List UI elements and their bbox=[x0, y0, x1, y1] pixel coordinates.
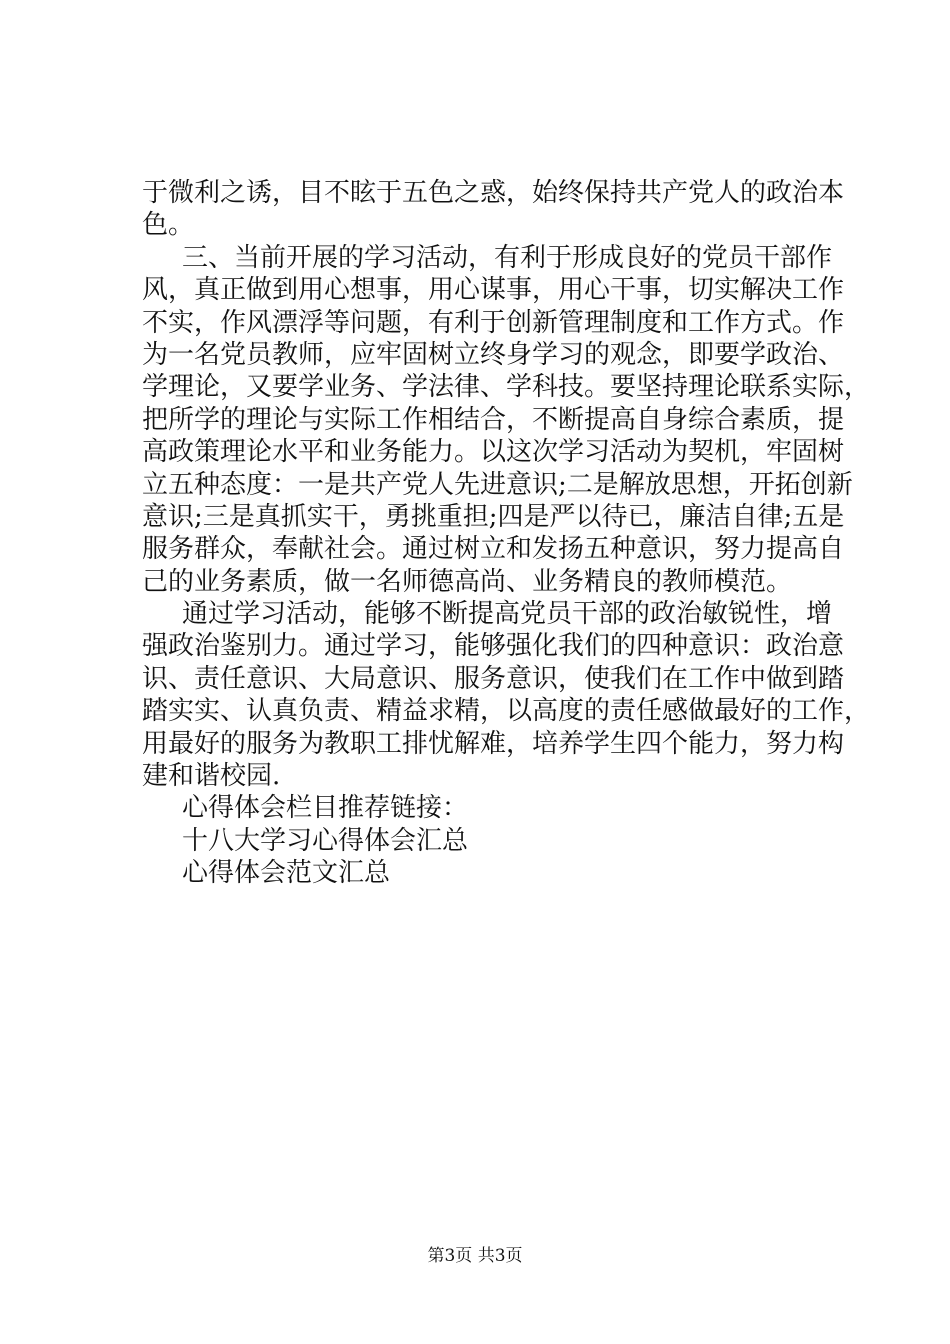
page-number-footer: 第3页 共3页 bbox=[427, 1246, 523, 1266]
recommended-link-18th-congress[interactable]: 十八大学习心得体会汇总 bbox=[182, 825, 469, 856]
text-line: 不实，作风漂浮等问题，有利于创新管理制度和工作方式。作 bbox=[142, 307, 845, 338]
text-line: 学理论，又要学业务、学法律、学科技。要坚持理论联系实际， bbox=[142, 372, 871, 403]
text-line: 服务群众，奉献社会。通过树立和发扬五种意识，努力提高自 bbox=[142, 534, 845, 565]
recommended-links-heading: 心得体会栏目推荐链接： bbox=[182, 793, 469, 824]
text-line: 风，真正做到用心想事，用心谋事，用心干事，切实解决工作 bbox=[142, 275, 845, 306]
text-line: 把所学的理论与实际工作相结合，不断提高自身综合素质，提 bbox=[142, 404, 845, 435]
text-line: 踏实实、认真负责、精益求精，以高度的责任感做最好的工作， bbox=[142, 696, 871, 727]
text-line: 于微利之诱，目不眩于五色之惑，始终保持共产党人的政治本 bbox=[142, 178, 845, 208]
paragraph-start-line: 通过学习活动，能够不断提高党员干部的政治敏锐性，增 bbox=[182, 599, 833, 630]
paragraph-start-line: 三、当前开展的学习活动，有利于形成良好的党员干部作 bbox=[182, 242, 833, 273]
text-line: 意识;三是真抓实干，勇挑重担;四是严以待已，廉洁自律;五是 bbox=[142, 501, 845, 532]
text-line: 用最好的服务为教职工排忧解难，培养学生四个能力，努力构 bbox=[142, 728, 845, 759]
text-line: 高政策理论水平和业务能力。以这次学习活动为契机，牢固树 bbox=[142, 437, 845, 468]
text-line: 为一名党员教师，应牢固树立终身学习的观念，即要学政治、 bbox=[142, 339, 845, 370]
text-line: 色。 bbox=[142, 210, 195, 241]
text-line: 强政治鉴别力。通过学习，能够强化我们的四种意识：政治意 bbox=[142, 631, 845, 662]
document-body bbox=[142, 177, 871, 890]
text-line: 识、责任意识、大局意识、服务意识，使我们在工作中做到踏 bbox=[142, 663, 845, 694]
text-line: 己的业务素质，做一名师德高尚、业务精良的教师模范。 bbox=[142, 566, 793, 597]
text-line: 建和谐校园. bbox=[142, 761, 281, 792]
recommended-link-sample-essays[interactable]: 心得体会范文汇总 bbox=[182, 858, 391, 889]
text-line: 立五种态度：一是共产党人先进意识;二是解放思想，开拓创新 bbox=[142, 469, 853, 500]
